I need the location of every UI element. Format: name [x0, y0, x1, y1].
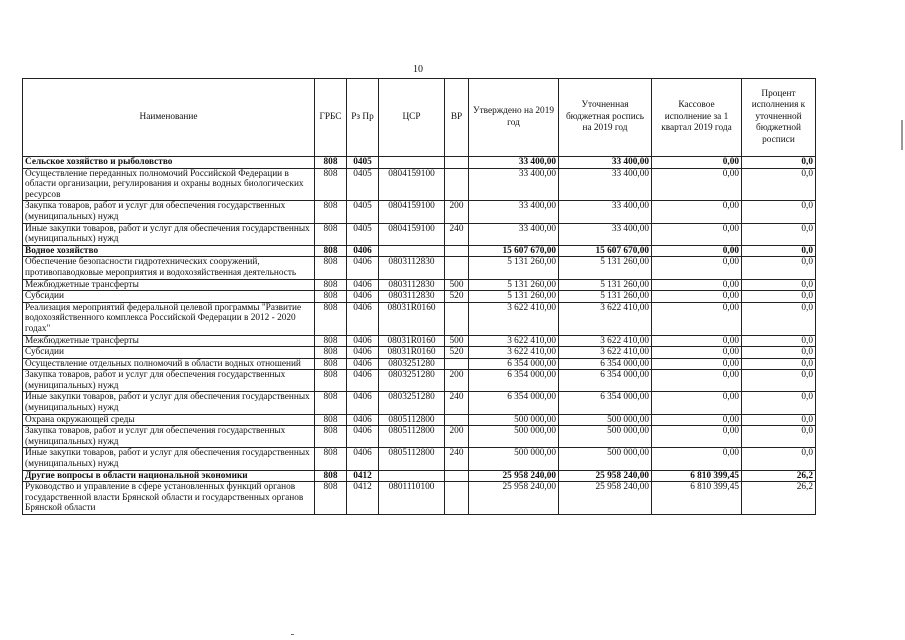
cell-grbs: 808 [315, 168, 347, 201]
cell-cash: 0,00 [652, 347, 742, 359]
scan-dot-mark [291, 634, 294, 635]
cell-cash: 0,00 [652, 414, 742, 426]
cell-percent: 0,0 [742, 392, 816, 414]
cell-approved: 33 400,00 [469, 201, 559, 223]
table-row [23, 482, 816, 515]
cell-csr: 0801110100 [379, 482, 445, 515]
header-cash: Кассовое исполнение за 1 квартал 2019 года [652, 79, 742, 157]
cell-cash: 0,00 [652, 157, 742, 169]
cell-cash: 0,00 [652, 448, 742, 470]
cell-cash: 0,00 [652, 302, 742, 335]
cell-approved: 33 400,00 [469, 223, 559, 245]
cell-vr: 500 [445, 335, 469, 347]
cell-percent: 0,0 [742, 302, 816, 335]
cell-grbs: 808 [315, 448, 347, 470]
cell-approved: 3 622 410,00 [469, 302, 559, 335]
cell-percent: 0,0 [742, 347, 816, 359]
cell-rzpr: 0406 [347, 245, 379, 257]
table-row [23, 426, 816, 448]
header-grbs: ГРБС [315, 79, 347, 157]
cell-rzpr: 0406 [347, 392, 379, 414]
cell-approved: 6 354 000,00 [469, 370, 559, 392]
cell-percent: 0,0 [742, 168, 816, 201]
cell-csr: 08031R0160 [379, 302, 445, 335]
cell-grbs: 808 [315, 257, 347, 279]
header-approved: Утверждено на 2019 год [469, 79, 559, 157]
cell-csr: 0805112800 [379, 448, 445, 470]
cell-vr [445, 482, 469, 515]
cell-cash: 0,00 [652, 291, 742, 303]
cell-rzpr: 0405 [347, 223, 379, 245]
cell-approved: 25 958 240,00 [469, 470, 559, 482]
header-vr: ВР [445, 79, 469, 157]
cell-approved: 25 958 240,00 [469, 482, 559, 515]
cell-vr [445, 157, 469, 169]
table-row [23, 335, 816, 347]
cell-vr: 520 [445, 291, 469, 303]
cell-name: Руководство и управление в сфере установленных функций органов государственной власти Брянской области и государственных органов Брянской области [23, 482, 315, 515]
table-row [23, 223, 816, 245]
cell-rzpr: 0406 [347, 335, 379, 347]
cell-percent: 0,0 [742, 223, 816, 245]
table-row [23, 157, 816, 169]
cell-grbs: 808 [315, 223, 347, 245]
cell-name: Осуществление отдельных полномочий в области водных отношений [23, 358, 315, 370]
cell-name: Охрана окружающей среды [23, 414, 315, 426]
cell-cash: 0,00 [652, 335, 742, 347]
cell-vr: 200 [445, 201, 469, 223]
cell-vr [445, 168, 469, 201]
cell-percent: 0,0 [742, 335, 816, 347]
cell-rzpr: 0405 [347, 168, 379, 201]
cell-rzpr: 0406 [347, 448, 379, 470]
cell-csr: 0803112830 [379, 291, 445, 303]
table-row [23, 448, 816, 470]
cell-rzpr: 0406 [347, 347, 379, 359]
header-csr: ЦСР [379, 79, 445, 157]
cell-vr: 240 [445, 392, 469, 414]
cell-csr: 0803251280 [379, 370, 445, 392]
cell-csr: 0804159100 [379, 168, 445, 201]
cell-approved: 5 131 260,00 [469, 257, 559, 279]
cell-grbs: 808 [315, 426, 347, 448]
header-rzpr: Рз Пр [347, 79, 379, 157]
cell-refined: 33 400,00 [559, 223, 652, 245]
cell-refined: 6 354 000,00 [559, 370, 652, 392]
cell-vr [445, 257, 469, 279]
table-row [23, 414, 816, 426]
cell-cash: 0,00 [652, 358, 742, 370]
cell-refined: 3 622 410,00 [559, 302, 652, 335]
cell-cash: 0,00 [652, 201, 742, 223]
cell-refined: 500 000,00 [559, 414, 652, 426]
cell-grbs: 808 [315, 470, 347, 482]
table-row [23, 302, 816, 335]
cell-percent: 0,0 [742, 257, 816, 279]
cell-refined: 500 000,00 [559, 448, 652, 470]
cell-rzpr: 0412 [347, 470, 379, 482]
cell-percent: 0,0 [742, 201, 816, 223]
cell-name: Закупка товаров, работ и услуг для обеспечения государственных (муниципальных) нужд [23, 426, 315, 448]
cell-approved: 33 400,00 [469, 168, 559, 201]
cell-approved: 500 000,00 [469, 414, 559, 426]
cell-refined: 500 000,00 [559, 426, 652, 448]
table-body [23, 157, 816, 515]
cell-refined: 6 354 000,00 [559, 392, 652, 414]
cell-csr: 0804159100 [379, 201, 445, 223]
cell-percent: 0,0 [742, 448, 816, 470]
cell-vr: 200 [445, 370, 469, 392]
cell-csr [379, 157, 445, 169]
cell-rzpr: 0406 [347, 302, 379, 335]
cell-grbs: 808 [315, 414, 347, 426]
cell-name: Закупка товаров, работ и услуг для обеспечения государственных (муниципальных) нужд [23, 201, 315, 223]
cell-name: Межбюджетные трансферты [23, 279, 315, 291]
cell-cash: 6 810 399,45 [652, 470, 742, 482]
header-refined: Уточненная бюджетная роспись на 2019 год [559, 79, 652, 157]
cell-percent: 26,2 [742, 470, 816, 482]
cell-cash: 0,00 [652, 257, 742, 279]
cell-percent: 0,0 [742, 414, 816, 426]
cell-csr: 08031R0160 [379, 335, 445, 347]
cell-vr [445, 245, 469, 257]
cell-name: Закупка товаров, работ и услуг для обеспечения государственных (муниципальных) нужд [23, 370, 315, 392]
header-percent: Процент исполнения к уточненной бюджетной росписи [742, 79, 816, 157]
cell-percent: 0,0 [742, 291, 816, 303]
cell-percent: 0,0 [742, 370, 816, 392]
cell-grbs: 808 [315, 370, 347, 392]
cell-percent: 0,0 [742, 358, 816, 370]
cell-name: Иные закупки товаров, работ и услуг для обеспечения государственных (муниципальных) нужд [23, 392, 315, 414]
cell-cash: 0,00 [652, 245, 742, 257]
cell-name: Обеспечение безопасности гидротехнических сооружений, противопаводковые мероприятия и водохозяйственная деятельность [23, 257, 315, 279]
cell-name: Другие вопросы в области национальной экономики [23, 470, 315, 482]
table-row [23, 168, 816, 201]
cell-approved: 33 400,00 [469, 157, 559, 169]
cell-csr: 0805112800 [379, 414, 445, 426]
cell-rzpr: 0406 [347, 257, 379, 279]
cell-csr: 0803251280 [379, 358, 445, 370]
cell-refined: 25 958 240,00 [559, 470, 652, 482]
cell-refined: 5 131 260,00 [559, 291, 652, 303]
cell-grbs: 808 [315, 201, 347, 223]
table-row [23, 245, 816, 257]
page-number: 10 [413, 64, 423, 75]
cell-csr: 0803112830 [379, 257, 445, 279]
cell-name: Реализация мероприятий федеральной целевой программы "Развитие водохозяйственного комплекса Российской Федерации в 2012 - 2020 годах" [23, 302, 315, 335]
table-header-row [23, 79, 816, 157]
cell-csr: 0804159100 [379, 223, 445, 245]
scan-edge-mark [901, 120, 903, 150]
cell-percent: 0,0 [742, 279, 816, 291]
table-row [23, 347, 816, 359]
cell-vr: 520 [445, 347, 469, 359]
cell-percent: 0,0 [742, 157, 816, 169]
cell-grbs: 808 [315, 245, 347, 257]
cell-grbs: 808 [315, 291, 347, 303]
cell-name: Сельское хозяйство и рыболовство [23, 157, 315, 169]
cell-percent: 26,2 [742, 482, 816, 515]
cell-refined: 3 622 410,00 [559, 347, 652, 359]
cell-refined: 3 622 410,00 [559, 335, 652, 347]
cell-percent: 0,0 [742, 245, 816, 257]
cell-csr: 08031R0160 [379, 347, 445, 359]
cell-cash: 0,00 [652, 168, 742, 201]
cell-approved: 500 000,00 [469, 448, 559, 470]
cell-approved: 500 000,00 [469, 426, 559, 448]
cell-approved: 15 607 670,00 [469, 245, 559, 257]
cell-name: Осуществление переданных полномочий Российской Федерации в области организации, регулирования и охраны водных биологических ресурсов [23, 168, 315, 201]
cell-grbs: 808 [315, 392, 347, 414]
table-row [23, 358, 816, 370]
cell-csr [379, 245, 445, 257]
header-name: Наименование [23, 79, 315, 157]
cell-rzpr: 0406 [347, 370, 379, 392]
cell-name: Субсидии [23, 291, 315, 303]
budget-execution-table [22, 78, 816, 515]
cell-vr [445, 358, 469, 370]
cell-grbs: 808 [315, 482, 347, 515]
table-row [23, 370, 816, 392]
cell-csr [379, 470, 445, 482]
table-row [23, 257, 816, 279]
cell-vr: 240 [445, 448, 469, 470]
cell-rzpr: 0406 [347, 414, 379, 426]
cell-cash: 0,00 [652, 392, 742, 414]
cell-name: Водное хозяйство [23, 245, 315, 257]
cell-refined: 6 354 000,00 [559, 358, 652, 370]
cell-name: Иные закупки товаров, работ и услуг для обеспечения государственных (муниципальных) нужд [23, 223, 315, 245]
cell-approved: 3 622 410,00 [469, 347, 559, 359]
cell-vr [445, 470, 469, 482]
cell-vr [445, 302, 469, 335]
cell-rzpr: 0405 [347, 157, 379, 169]
cell-refined: 33 400,00 [559, 157, 652, 169]
cell-cash: 0,00 [652, 223, 742, 245]
cell-csr: 0805112800 [379, 426, 445, 448]
cell-rzpr: 0412 [347, 482, 379, 515]
cell-cash: 0,00 [652, 370, 742, 392]
cell-grbs: 808 [315, 157, 347, 169]
cell-rzpr: 0405 [347, 201, 379, 223]
cell-approved: 6 354 000,00 [469, 358, 559, 370]
cell-cash: 6 810 399,45 [652, 482, 742, 515]
table-row [23, 279, 816, 291]
cell-csr: 0803251280 [379, 392, 445, 414]
cell-refined: 25 958 240,00 [559, 482, 652, 515]
cell-grbs: 808 [315, 302, 347, 335]
table-row [23, 291, 816, 303]
cell-approved: 5 131 260,00 [469, 291, 559, 303]
cell-vr: 500 [445, 279, 469, 291]
cell-name: Межбюджетные трансферты [23, 335, 315, 347]
table-row [23, 201, 816, 223]
cell-refined: 33 400,00 [559, 201, 652, 223]
cell-grbs: 808 [315, 358, 347, 370]
cell-approved: 3 622 410,00 [469, 335, 559, 347]
cell-grbs: 808 [315, 335, 347, 347]
cell-cash: 0,00 [652, 279, 742, 291]
table-row [23, 392, 816, 414]
cell-rzpr: 0406 [347, 279, 379, 291]
cell-refined: 5 131 260,00 [559, 279, 652, 291]
cell-cash: 0,00 [652, 426, 742, 448]
cell-refined: 5 131 260,00 [559, 257, 652, 279]
cell-name: Субсидии [23, 347, 315, 359]
table-row [23, 470, 816, 482]
cell-refined: 33 400,00 [559, 168, 652, 201]
cell-grbs: 808 [315, 279, 347, 291]
cell-rzpr: 0406 [347, 426, 379, 448]
cell-vr [445, 414, 469, 426]
cell-approved: 5 131 260,00 [469, 279, 559, 291]
cell-rzpr: 0406 [347, 358, 379, 370]
cell-name: Иные закупки товаров, работ и услуг для обеспечения государственных (муниципальных) нужд [23, 448, 315, 470]
cell-csr: 0803112830 [379, 279, 445, 291]
cell-vr: 240 [445, 223, 469, 245]
cell-vr: 200 [445, 426, 469, 448]
cell-approved: 6 354 000,00 [469, 392, 559, 414]
cell-percent: 0,0 [742, 426, 816, 448]
cell-grbs: 808 [315, 347, 347, 359]
cell-rzpr: 0406 [347, 291, 379, 303]
cell-refined: 15 607 670,00 [559, 245, 652, 257]
